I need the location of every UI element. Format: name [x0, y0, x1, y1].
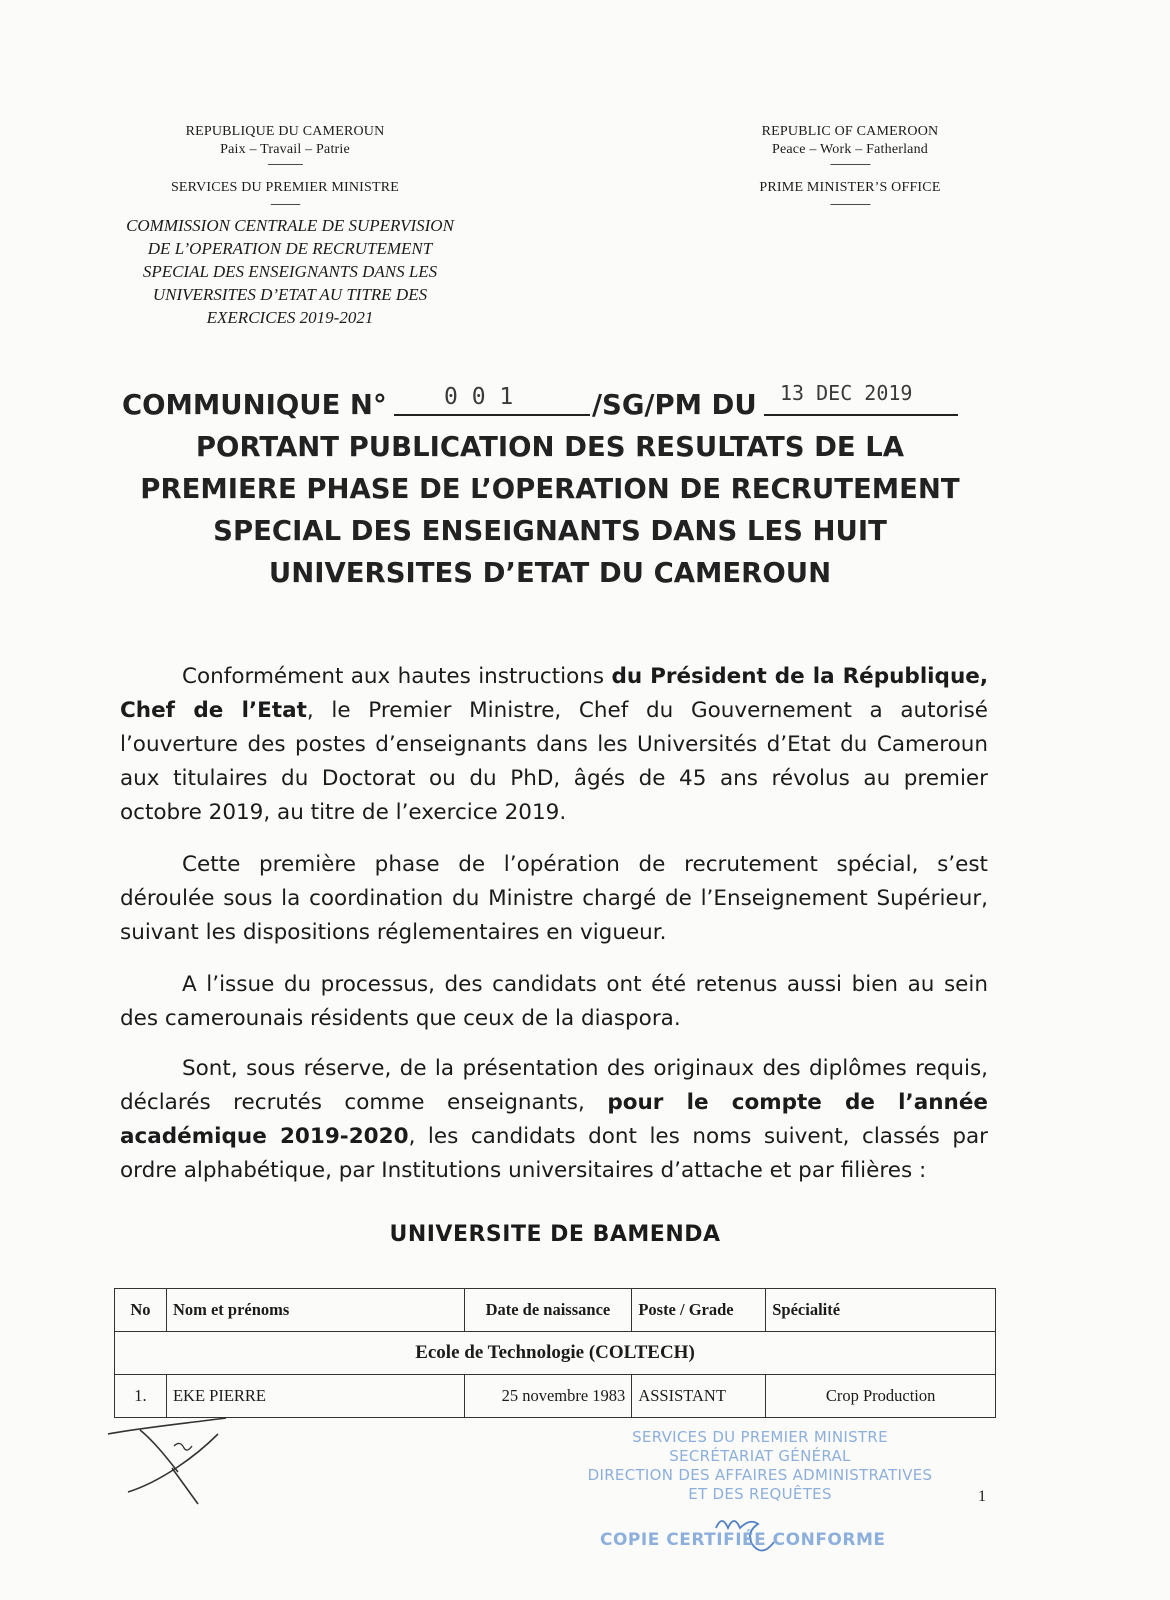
col-header-birthdate: Date de naissance	[464, 1289, 632, 1332]
country-en: REPUBLIC OF CAMEROON	[761, 124, 939, 139]
commission-line: COMMISSION CENTRALE DE SUPERVISION	[126, 216, 454, 235]
col-header-name: Nom et prénoms	[166, 1289, 464, 1332]
header-right	[730, 123, 970, 209]
office-fr: SERVICES DU PREMIER MINISTRE	[170, 180, 400, 195]
p1-bold: du Président de la République, Chef de l’Etat	[120, 664, 988, 723]
stamp-line: SECRÉTARIAT GÉNÉRAL	[669, 1447, 851, 1465]
paragraph-2: Cette première phase de l’opération de recrutement spécial, s’est déroulée sous la coordination du Ministre chargé de l’Enseignement Supérieur, suivant les dispositions réglementaires en vigueur.	[120, 852, 988, 945]
paragraph-4	[120, 1052, 988, 1188]
cell-name: EKE PIERRE	[166, 1375, 464, 1418]
commission-line: SPECIAL DES ENSEIGNANTS DANS LES	[142, 262, 438, 281]
divider: -----------	[270, 198, 300, 210]
paragraph-3: A l’issue du processus, des candidats ont été retenus aussi bien au sein des camerounais résidents que ceux de la diaspora.	[120, 972, 988, 1031]
communique-number: 0 0 1	[444, 384, 514, 410]
commission-line: EXERCICES 2019-2021	[206, 308, 374, 327]
p4-bold: pour le compte de l’année académique 2019-2020	[120, 1090, 988, 1149]
col-header-speciality: Spécialité	[766, 1289, 996, 1332]
cell-birthdate: 25 novembre 1983	[464, 1375, 632, 1418]
group-label: Ecole de Technologie (COLTECH)	[115, 1332, 996, 1375]
office-en: PRIME MINISTER’S OFFICE	[759, 180, 941, 195]
communique-number-line	[110, 381, 990, 426]
communique-date: 13 DEC 2019	[780, 381, 913, 405]
table-group-row	[115, 1332, 996, 1375]
paragraph-1	[120, 660, 988, 830]
communique-prefix: COMMUNIQUE N°	[122, 389, 387, 421]
official-stamp	[560, 1428, 960, 1504]
communique-title	[110, 381, 990, 594]
col-header-grade: Poste / Grade	[632, 1289, 766, 1332]
certified-copy-stamp: COPIE CERTIFIÉE CONFORME	[600, 1530, 886, 1550]
p1-text: Conformément aux hautes instructions	[182, 664, 612, 689]
stamp-line: DIRECTION DES AFFAIRES ADMINISTRATIVES	[587, 1466, 933, 1484]
title-line: SPECIAL DES ENSEIGNANTS DANS LES HUIT	[213, 515, 887, 547]
handwritten-initials	[100, 1412, 240, 1512]
divider: -------------	[267, 158, 303, 170]
commission-name	[78, 214, 502, 329]
motto-en: Peace – Work – Fatherland	[771, 142, 928, 157]
motto-fr: Paix – Travail – Patrie	[220, 142, 350, 157]
commission-line: DE L’OPERATION DE RECRUTEMENT	[147, 239, 433, 258]
p1-text-rest: , le Premier Ministre, Chef du Gouvernement a autorisé l’ouverture des postes d’enseignants dans les Universités d’Etat du Cameroun aux titulaires du Doctorat ou du PhD, âgés de 45 ans révolus au premier octobre 2019, au titre de l’exercice 2019.	[120, 698, 988, 825]
communique-middle: /SG/PM DU	[592, 389, 757, 421]
title-line: PREMIERE PHASE DE L’OPERATION DE RECRUTEMENT	[140, 473, 960, 505]
table-row	[115, 1375, 996, 1418]
commission-line: UNIVERSITES D’ETAT AU TITRE DES	[152, 285, 428, 304]
title-line: PORTANT PUBLICATION DES RESULTATS DE LA	[195, 431, 905, 463]
title-line: UNIVERSITES D’ETAT DU CAMEROUN	[268, 557, 832, 589]
p4-text: Sont, sous réserve, de la présentation des originaux des diplômes requis, déclarés recrutés comme enseignants,	[120, 1056, 988, 1115]
divider: ---------------	[830, 198, 870, 210]
table-header-row	[115, 1289, 996, 1332]
p4-text-rest: , les candidats dont les noms suivent, classés par ordre alphabétique, par Institutions universitaires d’attache et par filières :	[120, 1124, 988, 1183]
cell-grade: ASSISTANT	[632, 1375, 766, 1418]
stamp-line: SERVICES DU PREMIER MINISTRE	[632, 1428, 888, 1446]
page-number: 1	[978, 1488, 986, 1505]
cell-speciality: Crop Production	[766, 1375, 996, 1418]
divider: ---------------	[830, 158, 870, 170]
header-left	[150, 123, 420, 209]
university-heading: UNIVERSITE DE BAMENDA	[389, 1222, 721, 1247]
stamp-line: ET DES REQUÊTES	[688, 1485, 832, 1503]
cell-no: 1.	[115, 1375, 167, 1418]
col-header-no: No	[115, 1289, 167, 1332]
results-table	[114, 1288, 996, 1418]
country-fr: REPUBLIQUE DU CAMEROUN	[185, 124, 385, 139]
